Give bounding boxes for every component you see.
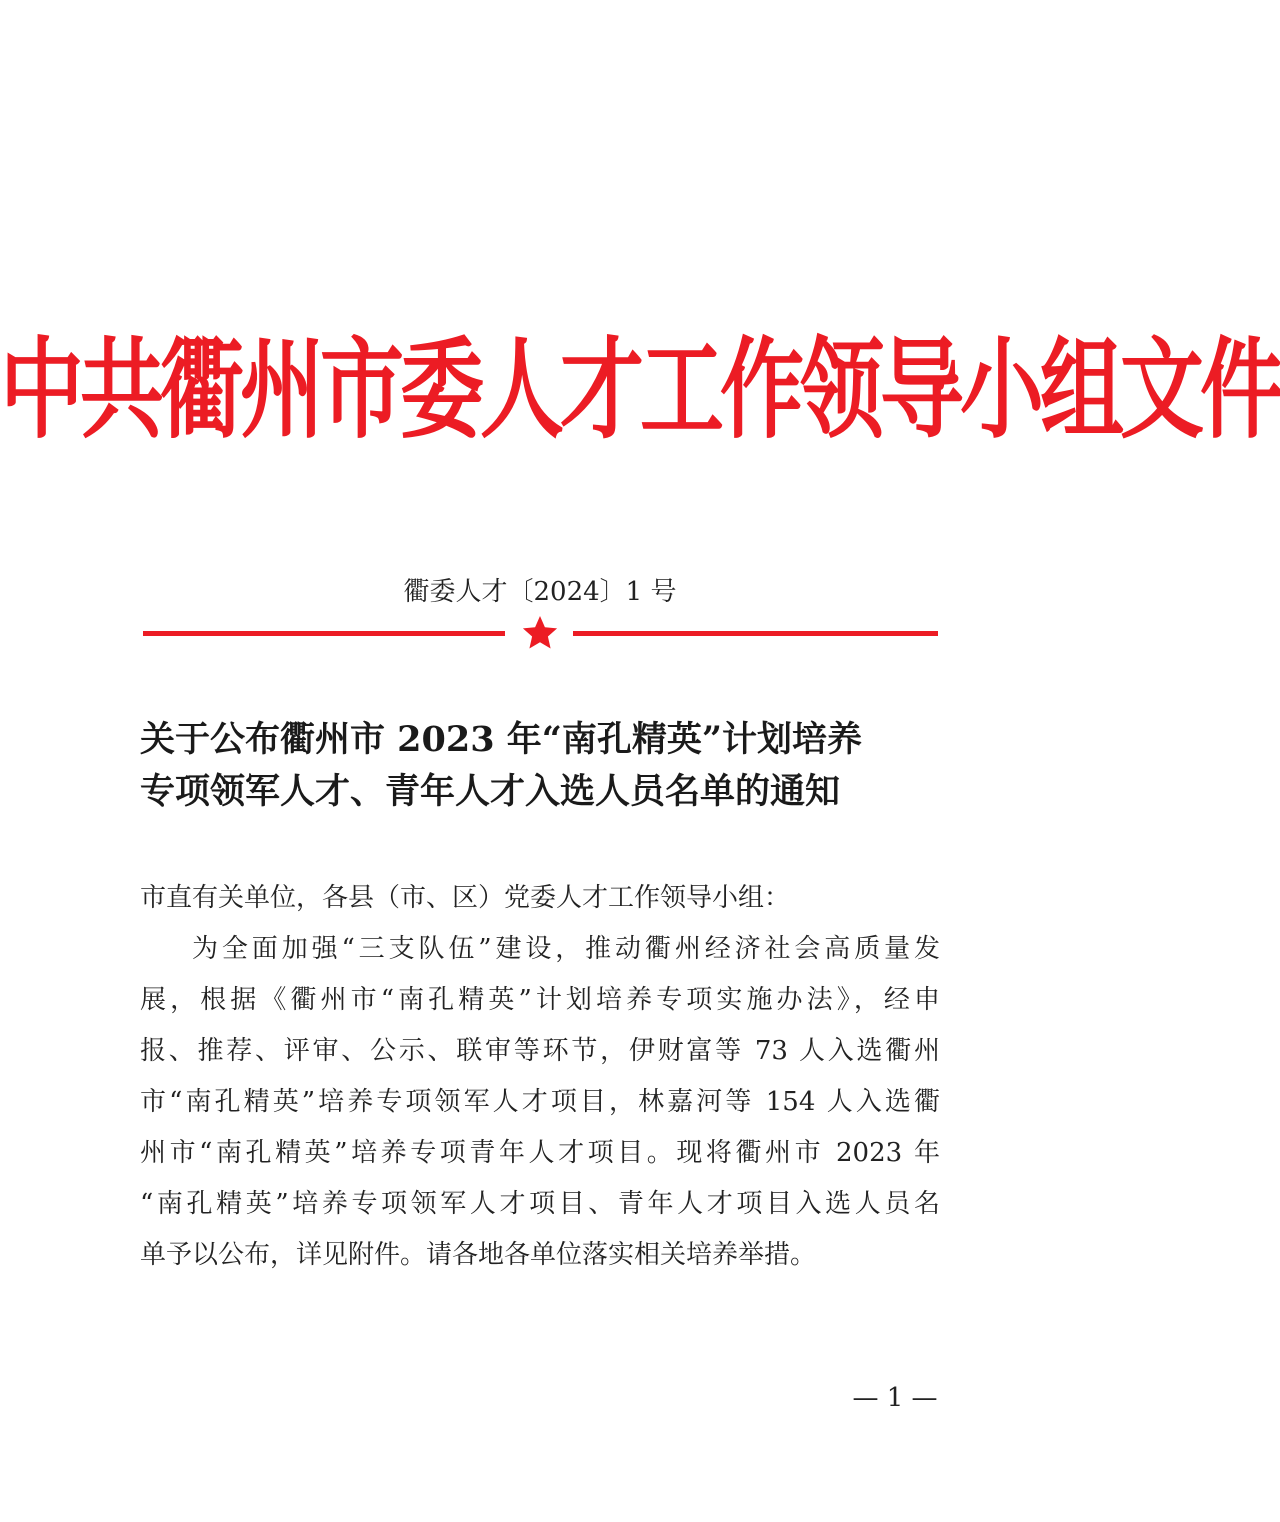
divider-line-left [143,631,505,636]
red-divider [143,610,938,660]
notice-title-line-1: 关于公布衢州市 2023 年“南孔精英”计划培养 [140,719,863,760]
page-number: — 1 — [852,1383,938,1413]
divider-line-right [573,631,938,636]
body-line: 展，根据《衢州市“南孔精英”计划培养专项实施办法》，经申 [140,985,940,1015]
body-line: 单予以公布，详见附件。请各地各单位落实相关培养举措。 [140,1240,817,1270]
body-line: 州市“南孔精英”培养专项青年人才项目。现将衢州市 2023 年 [140,1138,940,1168]
body-line: 为全面加强“三支队伍”建设，推动衢州经济社会高质量发 [192,934,940,964]
body-line: 报、推荐、评审、公示、联审等环节，伊财富等 73 人入选衢州 [140,1036,940,1066]
body-line: “南孔精英”培养专项领军人才项目、青年人才项目入选人员名 [140,1189,940,1219]
document-number: 衢委人才〔2024〕1 号 [403,577,677,607]
star-icon [523,616,557,649]
document-header-title: 中共衢州市委人才工作领导小组文件 [0,326,1280,454]
notice-title-line-2: 专项领军人才、青年人才入选人员名单的通知 [140,771,841,812]
body-paragraph [140,924,940,1281]
salutation: 市直有关单位，各县（市、区）党委人才工作领导小组： [140,883,791,913]
notice-title [140,714,940,818]
body-line: 市“南孔精英”培养专项领军人才项目，林嘉河等 154 人入选衢 [140,1087,940,1117]
